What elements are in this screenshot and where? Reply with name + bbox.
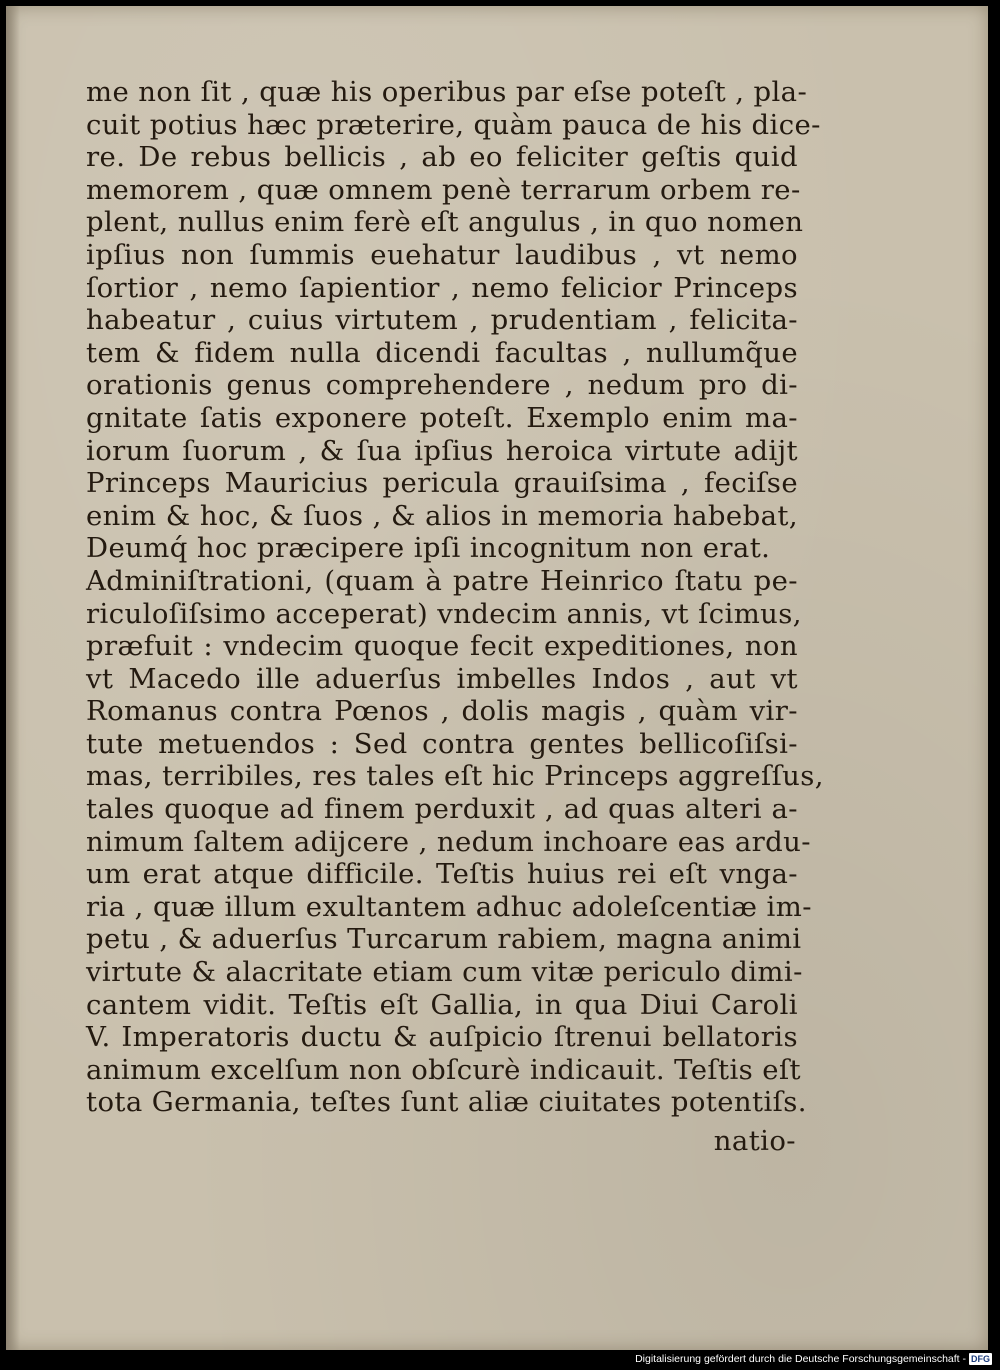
text-line: um erat atque difficile. Teſtis huius rei eſt vnga- <box>86 858 798 891</box>
text-line: V. Imperatoris ductu & auſpicio ſtrenui bellatoris <box>86 1021 798 1054</box>
text-line: me non ſit , quæ his operibus par eſse poteſt , pla- <box>86 76 808 108</box>
text-line: præfuit : vndecim quoque fecit expeditiones, non <box>86 630 798 663</box>
text-line: animum excelſum non obſcurè indicauit. Teſtis eſt <box>86 1053 802 1086</box>
text-line: virtute & alacritate etiam cum vitæ periculo dimi- <box>86 956 803 989</box>
text-line: enim & hoc, & ſuos , & alios in memoria habebat, <box>86 499 798 532</box>
text-line: memorem , quæ omnem penè terrarum orbem re- <box>86 173 801 206</box>
text-line: vt Macedo ille aduerſus imbelles Indos , aut vt <box>86 662 798 695</box>
text-line: ipſius non ſummis euehatur laudibus , vt nemo <box>86 238 798 271</box>
body-text <box>86 76 824 1158</box>
text-line: petu , & aduerſus Turcarum rabiem, magna animi <box>86 923 802 956</box>
text-line: ria , quæ illum exultantem adhuc adoleſcentiæ im- <box>86 890 812 923</box>
text-line: tem & fidem nulla dicendi facultas , nullumq̃ue <box>86 336 798 369</box>
text-line: tute metuendos : Sed contra gentes bellicoſiſsi- <box>86 727 798 760</box>
text-line: Princeps Mauricius pericula grauiſsima , feciſse <box>86 467 798 500</box>
text-line: habeatur , cuius virtutem , prudentiam , felicita- <box>86 304 798 337</box>
digitization-credit <box>635 1352 992 1366</box>
text-line: mas, terribiles, res tales eſt hic Princeps aggreſſus, <box>86 760 824 793</box>
page-gutter-shadow <box>6 6 20 1350</box>
text-line: plent, nullus enim ferè eſt angulus , in quo nomen <box>86 206 804 239</box>
text-line: Deumq́ hoc præcipere ipſi incognitum non erat. <box>86 532 771 565</box>
text-line: tota Germania, teſtes ſunt aliæ ciuitates potentiſs. <box>86 1086 807 1119</box>
book-page <box>6 6 988 1350</box>
text-line: cuit potius hæc præterire, quàm pauca de his dice- <box>86 108 821 141</box>
footer-credit-text: Digitalisierung gefördert durch die Deutsche Forschungsgemeinschaft - <box>635 1353 966 1365</box>
text-line: iorum ſuorum , & ſua ipſius heroica virtute adijt <box>86 434 798 467</box>
text-line: orationis genus comprehendere , nedum pro di- <box>86 369 798 402</box>
text-line: Romanus contra Pœnos , dolis magis , quàm vir- <box>86 695 798 728</box>
dfg-logo: DFG <box>971 1354 990 1364</box>
text-line: gnitate ſatis exponere poteſt. Exemplo enim ma- <box>86 401 798 434</box>
text-line: ſortior , nemo ſapientior , nemo felicior Princeps <box>86 271 798 304</box>
text-line: nimum ſaltem adijcere , nedum inchoare eas ardu- <box>86 825 811 858</box>
text-line: cantem vidit. Teſtis eſt Gallia, in qua Diui Caroli <box>86 988 798 1021</box>
text-line: riculoſiſsimo acceperat) vndecim annis, vt ſcimus, <box>86 597 802 630</box>
text-line: Adminiſtrationi, (quam à patre Heinrico ſtatu pe- <box>86 564 798 597</box>
text-line: tales quoque ad finem perduxit , ad quas alteri a- <box>86 793 798 826</box>
catchword: natio- <box>713 1125 796 1157</box>
text-line: re. De rebus bellicis , ab eo feliciter geſtis quid <box>86 141 798 174</box>
